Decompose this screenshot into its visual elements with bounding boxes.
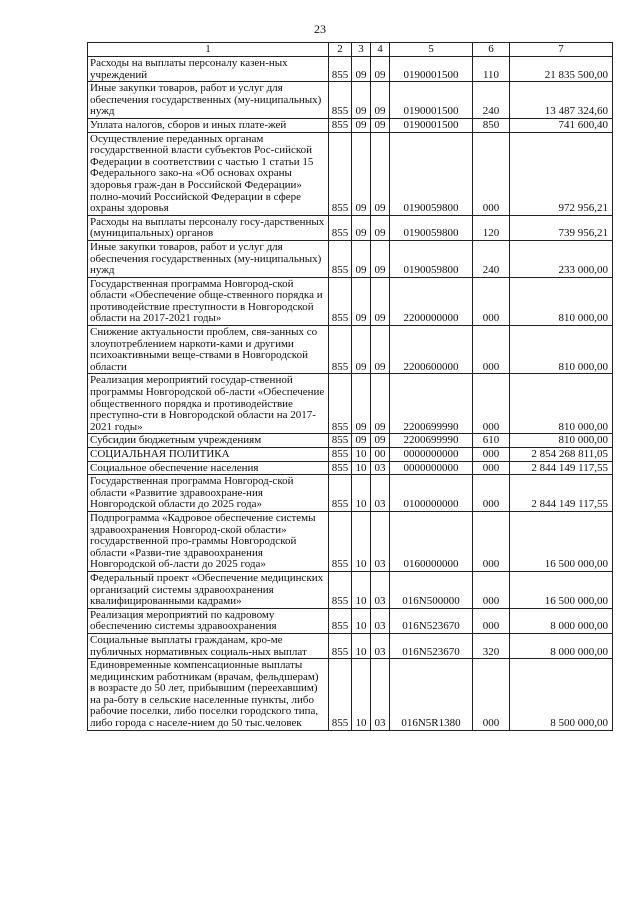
ministry-code: 855 <box>329 326 352 374</box>
subsection-code: 03 <box>371 608 390 633</box>
amount-value: 810 000,00 <box>510 434 613 448</box>
budget-item-name: Государственная программа Новгород-ской области «Обеспечение обще-ственного порядка и противодействие преступности в Новгородской области на 2017-2021 годы» <box>88 277 329 325</box>
subsection-code: 09 <box>371 374 390 434</box>
ministry-code: 855 <box>329 132 352 215</box>
ministry-code: 855 <box>329 633 352 658</box>
header-cell: 7 <box>510 43 613 57</box>
section-code: 10 <box>352 608 371 633</box>
table-row <box>88 326 613 374</box>
table-row <box>88 57 613 82</box>
ministry-code: 855 <box>329 571 352 608</box>
amount-value: 2 844 149 117,55 <box>510 461 613 475</box>
header-cell: 3 <box>352 43 371 57</box>
amount-value: 16 500 000,00 <box>510 511 613 571</box>
section-code: 09 <box>352 434 371 448</box>
target-article-code: 2200600000 <box>390 326 473 374</box>
expense-type-code: 000 <box>473 374 510 434</box>
expense-type-code: 240 <box>473 240 510 277</box>
table-row <box>88 633 613 658</box>
section-code: 09 <box>352 374 371 434</box>
expense-type-code: 000 <box>473 511 510 571</box>
budget-item-name: Расходы на выплаты персоналу госу-дарственных (муниципальных) органов <box>88 215 329 240</box>
budget-item-name: Субсидии бюджетным учреждениям <box>88 434 329 448</box>
amount-value: 739 956,21 <box>510 215 613 240</box>
target-article-code: 016N523670 <box>390 608 473 633</box>
section-code: 10 <box>352 475 371 512</box>
budget-item-name: Иные закупки товаров, работ и услуг для обеспечения государственных (му-ниципальных) нужд <box>88 240 329 277</box>
amount-value: 8 000 000,00 <box>510 633 613 658</box>
section-code: 10 <box>352 571 371 608</box>
amount-value: 2 844 149 117,55 <box>510 475 613 512</box>
section-code: 10 <box>352 461 371 475</box>
budget-item-name: СОЦИАЛЬНАЯ ПОЛИТИКА <box>88 448 329 462</box>
section-code: 10 <box>352 659 371 731</box>
target-article-code: 0100000000 <box>390 475 473 512</box>
table-row <box>88 118 613 132</box>
expense-type-code: 000 <box>473 571 510 608</box>
section-code: 09 <box>352 132 371 215</box>
ministry-code: 855 <box>329 511 352 571</box>
table-row <box>88 434 613 448</box>
table-row <box>88 461 613 475</box>
table-row <box>88 571 613 608</box>
section-code: 10 <box>352 633 371 658</box>
ministry-code: 855 <box>329 118 352 132</box>
subsection-code: 09 <box>371 326 390 374</box>
target-article-code: 0190059800 <box>390 240 473 277</box>
ministry-code: 855 <box>329 448 352 462</box>
subsection-code: 09 <box>371 277 390 325</box>
amount-value: 810 000,00 <box>510 277 613 325</box>
header-cell: 6 <box>473 43 510 57</box>
expense-type-code: 000 <box>473 132 510 215</box>
amount-value: 233 000,00 <box>510 240 613 277</box>
header-cell: 1 <box>88 43 329 57</box>
target-article-code: 2200699990 <box>390 434 473 448</box>
budget-item-name: Реализация мероприятий государ-ственной программы Новгородской об-ласти «Обеспечение общественного порядка и противодействие преступно-сти в Новгородской области на 2017-2021 годы» <box>88 374 329 434</box>
subsection-code: 03 <box>371 659 390 731</box>
target-article-code: 0190001500 <box>390 57 473 82</box>
amount-value: 741 600,40 <box>510 118 613 132</box>
budget-item-name: Расходы на выплаты персоналу казен-ных учреждений <box>88 57 329 82</box>
subsection-code: 09 <box>371 240 390 277</box>
table-row <box>88 374 613 434</box>
subsection-code: 03 <box>371 571 390 608</box>
section-code: 09 <box>352 326 371 374</box>
amount-value: 13 487 324,60 <box>510 82 613 119</box>
table-row <box>88 132 613 215</box>
section-code: 10 <box>352 448 371 462</box>
subsection-code: 09 <box>371 57 390 82</box>
expense-type-code: 610 <box>473 434 510 448</box>
header-cell: 4 <box>371 43 390 57</box>
budget-table <box>87 42 613 731</box>
expense-type-code: 110 <box>473 57 510 82</box>
subsection-code: 09 <box>371 434 390 448</box>
section-code: 09 <box>352 57 371 82</box>
target-article-code: 0190001500 <box>390 118 473 132</box>
page-number: 23 <box>314 22 326 36</box>
expense-type-code: 000 <box>473 659 510 731</box>
subsection-code: 03 <box>371 461 390 475</box>
ministry-code: 855 <box>329 57 352 82</box>
amount-value: 21 835 500,00 <box>510 57 613 82</box>
ministry-code: 855 <box>329 240 352 277</box>
target-article-code: 016N5R1380 <box>390 659 473 731</box>
target-article-code: 0000000000 <box>390 461 473 475</box>
subsection-code: 09 <box>371 118 390 132</box>
target-article-code: 016N500000 <box>390 571 473 608</box>
subsection-code: 09 <box>371 132 390 215</box>
ministry-code: 855 <box>329 434 352 448</box>
expense-type-code: 240 <box>473 82 510 119</box>
budget-item-name: Социальные выплаты гражданам, кро-ме публичных нормативных социаль-ных выплат <box>88 633 329 658</box>
budget-item-name: Единовременные компенсационные выплаты медицинским работникам (врачам, фельдшерам) в возрасте до 50 лет, прибывшим (переехавшим) на ра-боту в сельские населенные пункты, либо рабочие поселки, либо поселки городского типа, либо города с населе-нием до 50 тыс.человек <box>88 659 329 731</box>
amount-value: 8 500 000,00 <box>510 659 613 731</box>
section-code: 09 <box>352 240 371 277</box>
amount-value: 8 000 000,00 <box>510 608 613 633</box>
target-article-code: 0190001500 <box>390 82 473 119</box>
section-code: 09 <box>352 118 371 132</box>
table-row <box>88 448 613 462</box>
amount-value: 16 500 000,00 <box>510 571 613 608</box>
table-row <box>88 215 613 240</box>
table-row <box>88 475 613 512</box>
table-header-row <box>88 43 613 57</box>
budget-item-name: Осуществление переданных органам государственной власти субъектов Рос-сийской Федерации в соответствии с частью 1 статьи 15 Федерального зако-на «Об основах охраны здоровья граж-дан в Российской Федерации» полно-мочий Российской Федерации в сфере охраны здоровья <box>88 132 329 215</box>
header-cell: 2 <box>329 43 352 57</box>
expense-type-code: 000 <box>473 448 510 462</box>
budget-item-name: Социальное обеспечение населения <box>88 461 329 475</box>
ministry-code: 855 <box>329 215 352 240</box>
subsection-code: 00 <box>371 448 390 462</box>
ministry-code: 855 <box>329 374 352 434</box>
target-article-code: 016N523670 <box>390 633 473 658</box>
section-code: 09 <box>352 277 371 325</box>
section-code: 09 <box>352 215 371 240</box>
ministry-code: 855 <box>329 475 352 512</box>
budget-item-name: Федеральный проект «Обеспечение медицинских организаций системы здравоохранения квалифицированными кадрами» <box>88 571 329 608</box>
target-article-code: 2200699990 <box>390 374 473 434</box>
ministry-code: 855 <box>329 82 352 119</box>
table-row <box>88 608 613 633</box>
target-article-code: 0190059800 <box>390 215 473 240</box>
amount-value: 810 000,00 <box>510 374 613 434</box>
table-row <box>88 240 613 277</box>
expense-type-code: 000 <box>473 277 510 325</box>
target-article-code: 0190059800 <box>390 132 473 215</box>
budget-item-name: Государственная программа Новгород-ской области «Развитие здравоохране-ния Новгородской области до 2025 года» <box>88 475 329 512</box>
expense-type-code: 000 <box>473 608 510 633</box>
ministry-code: 855 <box>329 461 352 475</box>
budget-item-name: Реализация мероприятий по кадровому обеспечению системы здравоохранения <box>88 608 329 633</box>
ministry-code: 855 <box>329 659 352 731</box>
subsection-code: 09 <box>371 215 390 240</box>
subsection-code: 03 <box>371 511 390 571</box>
header-cell: 5 <box>390 43 473 57</box>
expense-type-code: 000 <box>473 475 510 512</box>
budget-item-name: Снижение актуальности проблем, свя-занных со злоупотреблением наркоти-ками и другими психоактивными веще-ствами в Новгородской области <box>88 326 329 374</box>
target-article-code: 2200000000 <box>390 277 473 325</box>
expense-type-code: 120 <box>473 215 510 240</box>
ministry-code: 855 <box>329 277 352 325</box>
expense-type-code: 000 <box>473 326 510 374</box>
target-article-code: 0160000000 <box>390 511 473 571</box>
section-code: 10 <box>352 511 371 571</box>
table-row <box>88 511 613 571</box>
budget-item-name: Иные закупки товаров, работ и услуг для обеспечения государственных (му-ниципальных) нужд <box>88 82 329 119</box>
budget-item-name: Подпрограмма «Кадровое обеспечение системы здравоохранения Новгород-ской области» государственной про-граммы Новгородской области «Разви-тие здравоохранения Новгородской об-ласти до 2025 года» <box>88 511 329 571</box>
ministry-code: 855 <box>329 608 352 633</box>
subsection-code: 09 <box>371 82 390 119</box>
expense-type-code: 850 <box>473 118 510 132</box>
amount-value: 810 000,00 <box>510 326 613 374</box>
amount-value: 972 956,21 <box>510 132 613 215</box>
table-row <box>88 82 613 119</box>
table-row <box>88 659 613 731</box>
budget-item-name: Уплата налогов, сборов и иных плате-жей <box>88 118 329 132</box>
expense-type-code: 320 <box>473 633 510 658</box>
section-code: 09 <box>352 82 371 119</box>
subsection-code: 03 <box>371 633 390 658</box>
amount-value: 2 854 268 811,05 <box>510 448 613 462</box>
expense-type-code: 000 <box>473 461 510 475</box>
subsection-code: 03 <box>371 475 390 512</box>
target-article-code: 0000000000 <box>390 448 473 462</box>
table-row <box>88 277 613 325</box>
